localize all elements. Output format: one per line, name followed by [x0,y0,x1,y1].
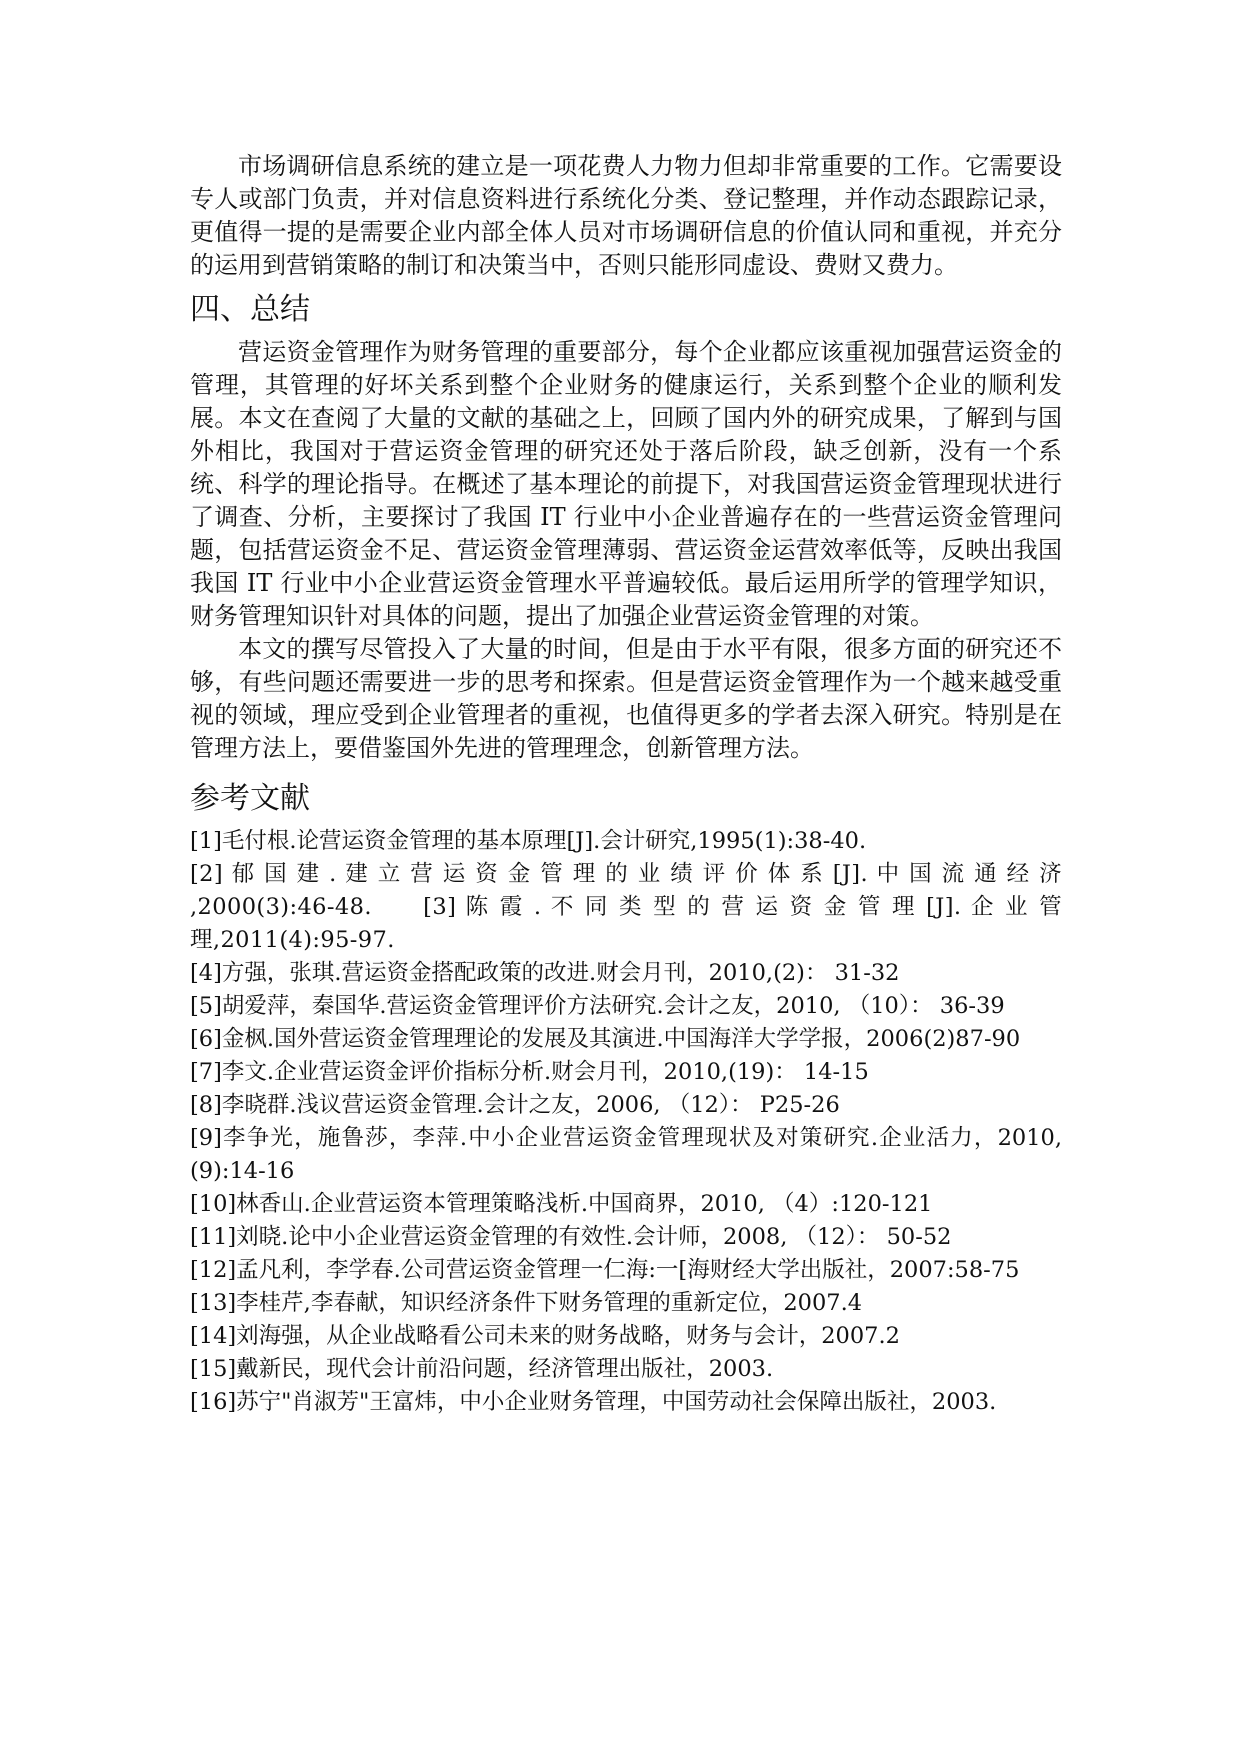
reference-item: [2] 郁 国 建 . 建 立 营 运 资 金 管 理 的 业 绩 评 价 体 系 [J]. 中 国 流 通 经 济 ,2000(3):46-48. [3] 陈 霞 . 不 同 类 型 的 营 运 资 金 管 理 [J]. 企 业 管 理,2011(4):95-97. [190,861,1062,953]
reference-item: [6]金枫.国外营运资金管理理论的发展及其演进.中国海洋大学学报，2006(2)87-90 [190,1026,1021,1052]
section-heading-references: 参考文献 [190,781,310,816]
reference-item: [12]孟凡利，李学春.公司营运资金管理一仁海:一[海财经大学出版社，2007:58-75 [190,1257,1020,1283]
reference-item: [15]戴新民，现代会计前沿问题，经济管理出版社，2003. [190,1356,774,1382]
reference-item: [5]胡爱萍，秦国华.营运资金管理评价方法研究.会计之友，2010, （10）： 36-39 [190,993,1005,1019]
reference-item: [9]李争光，施鲁莎，李萍.中小企业营运资金管理现状及对策研究.企业活力，2010,(9):14-16 [190,1125,1062,1184]
reference-list [190,825,1062,1419]
reference-item: [14]刘海强，从企业战略看公司未来的财务战略，财务与会计，2007.2 [190,1323,900,1349]
reference-item: [13]李桂芹,李春献，知识经济条件下财务管理的重新定位，2007.4 [190,1290,863,1316]
body-paragraph: 市场调研信息系统的建立是一项花费人力物力但却非常重要的工作。它需要设专人或部门负责，并对信息资料进行系统化分类、登记整理，并作动态跟踪记录，更值得一提的是需要企业内部全体人员对市场调研信息的价值认同和重视，并充分的运用到营销策略的制订和决策当中，否则只能形同虚设、费财又费力。 [190,152,1062,279]
reference-item: [1]毛付根.论营运资金管理的基本原理[J].会计研究,1995(1):38-40. [190,828,867,854]
document-page [190,150,1062,1419]
reference-item: [11]刘晓.论中小企业营运资金管理的有效性.会计师，2008, （12）： 50-52 [190,1224,952,1250]
reference-item: [7]李文.企业营运资金评价指标分析.财会月刊，2010,(19)： 14-15 [190,1059,869,1085]
body-paragraph: 营运资金管理作为财务管理的重要部分，每个企业都应该重视加强营运资金的管理，其管理的好坏关系到整个企业财务的健康运行，关系到整个企业的顺利发展。本文在查阅了大量的文献的基础之上，回顾了国内外的研究成果，了解到与国外相比，我国对于营运资金管理的研究还处于落后阶段，缺乏创新，没有一个系统、科学的理论指导。在概述了基本理论的前提下，对我国营运资金管理现状进行了调查、分析，主要探讨了我国 IT 行业中小企业普遍存在的一些营运资金管理问题，包括营运资金不足、营运资金管理薄弱、营运资金运营效率低等，反映出我国我国 IT 行业中小企业营运资金管理水平普遍较低。最后运用所学的管理学知识，财务管理知识针对具体的问题，提出了加强企业营运资金管理的对策。 [190,338,1062,630]
reference-item: [8]李晓群.浅议营运资金管理.会计之友，2006, （12）： P25-26 [190,1092,840,1118]
body-paragraph: 本文的撰写尽管投入了大量的时间，但是由于水平有限，很多方面的研究还不够，有些问题还需要进一步的思考和探索。但是营运资金管理作为一个越来越受重视的领域，理应受到企业管理者的重视，也值得更多的学者去深入研究。特别是在管理方法上，要借鉴国外先进的管理理念，创新管理方法。 [190,635,1062,762]
section-heading-summary: 四、总结 [190,292,310,327]
reference-item: [16]苏宁"肖淑芳"王富炜，中小企业财务管理，中国劳动社会保障出版社，2003. [190,1389,997,1415]
reference-item: [10]林香山.企业营运资本管理策略浅析.中国商界，2010, （4）:120-121 [190,1191,933,1217]
reference-item: [4]方强，张琪.营运资金搭配政策的改进.财会月刊，2010,(2)： 31-32 [190,960,900,986]
